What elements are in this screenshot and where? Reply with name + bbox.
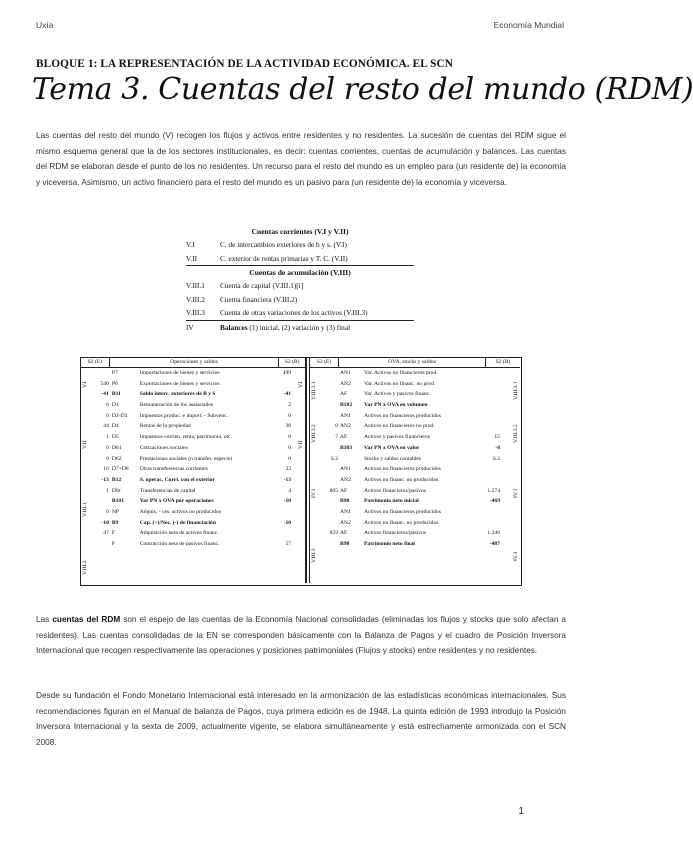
table-row (81, 432, 305, 443)
table-row (310, 443, 520, 454)
code-cell: AN2 (340, 476, 351, 483)
value-right: 499 (282, 370, 292, 376)
table-row (81, 379, 305, 390)
table-row (310, 368, 520, 379)
value-right (482, 475, 500, 486)
col-s2e: S2 (E) (310, 358, 339, 367)
value-left (324, 475, 338, 486)
value-right: 0 (288, 444, 292, 451)
operation-cell: Importaciones de bienes y servicios (139, 370, 220, 376)
operation-cell: Var PN x OVA en valor (364, 444, 420, 451)
section-label-right: V.I (298, 381, 304, 389)
table-row (81, 411, 305, 422)
value-left: 6 (106, 402, 109, 409)
value-right (482, 400, 500, 411)
value-right: 2 (288, 402, 292, 409)
value-left (324, 379, 338, 390)
section-cell (500, 454, 516, 465)
page-title: Tema 3. Cuentas del resto del mundo (RDM) (32, 72, 693, 107)
operation-cell: Var. Activos no financ. no prod. (364, 380, 436, 387)
code-cell: B101 (111, 498, 124, 505)
summary-code: V.III.3 (186, 308, 205, 317)
summary-label: Balances (220, 322, 248, 332)
value-right (482, 368, 500, 379)
table-row (310, 486, 520, 497)
operations-body (81, 368, 305, 550)
code-cell: D61 (111, 444, 122, 451)
value-left (324, 368, 338, 379)
code-cell: D1 (111, 402, 119, 409)
fmi-paragraph: Desde su fundación el Fondo Monetario Internacional está interesado en la armonización de las estadísticas económicas internacionales. Sus recomendaciones figuran en el Manual de balanza de Pagos, cuya primera edición es de 1948. La quinta edición de 1993 introdujo la Posición Inversora Internacional y la sexta de 2009, actualmente vigente, se elabora simultáneamente y está estrechamente armonizada con el SCN 2008. (36, 691, 566, 747)
section-label: V.II (82, 440, 88, 449)
operation-cell: Activos no financieros producidos (364, 466, 441, 473)
col-s2r: S2 (R) (284, 359, 300, 365)
code-cell: B90 (340, 541, 350, 547)
operation-cell: Stocks y saldos contables (364, 455, 422, 462)
value-right: S.2 (492, 455, 500, 462)
operation-cell: Activos no financ. no producidos (364, 519, 439, 526)
value-right (279, 379, 291, 390)
value-left: -13 (101, 476, 109, 483)
section-cell (310, 454, 324, 465)
value-left (324, 507, 338, 518)
rdm-paragraph-post: son el espejo de las cuentas de la Economía Nacional consolidadas (eliminadas los flujos y stocks que solo afectan a residentes). Las cuentas consolidadas de la EN se corresponden básicamente con la Balanza de Pagos y el cuadro de Posición Inversora Internacional que recogen respectivamente las operaciones y posiciones patrimoniales (Flujos y stocks) entre residentes y no residentes. (36, 615, 566, 656)
value-left (95, 368, 110, 379)
value-right (482, 518, 500, 529)
operation-cell: S. operac. Corri. con el exterior (139, 476, 215, 483)
value-right: -487 (489, 541, 500, 547)
code-cell: P6 (111, 380, 118, 387)
table-row (81, 507, 305, 518)
table-row (310, 528, 520, 539)
rdm-accounts-table (80, 357, 522, 586)
value-left: 44 (103, 423, 109, 430)
summary-text: C. exterior de rentas primarias y T. C. (V.II) (220, 253, 348, 263)
code-cell: F (111, 541, 115, 547)
value-left: 0 (335, 423, 338, 430)
code-cell: D62 (111, 455, 122, 462)
section-cell (81, 539, 95, 550)
table-header (81, 358, 305, 368)
section-label-right: V.III.3.1 (513, 381, 519, 401)
value-right (482, 507, 500, 518)
rdm-paragraph-bold: cuentas del RDM (52, 615, 121, 624)
value-left (95, 496, 110, 507)
section-label: V.III.3.1 (311, 381, 317, 401)
operation-cell: Var. Activos no financieros prod. (364, 370, 438, 376)
table-row (310, 454, 520, 465)
ova-body (310, 368, 520, 550)
value-left (324, 496, 338, 507)
code-cell: B90 (340, 498, 350, 505)
summary-heading-current: Cuentas corrientes (V.I y V.II) (251, 227, 349, 236)
operation-cell: Rentas de la propiedad (139, 423, 191, 430)
code-cell: NP (111, 508, 120, 515)
value-left: 1 (106, 487, 109, 494)
operation-cell: Var PN x OVA por operaciones (139, 498, 214, 505)
value-right: 4 (288, 487, 292, 494)
table-row (81, 464, 305, 475)
value-right: -8 (495, 444, 500, 451)
value-left: 1 (106, 434, 109, 441)
section-cell (291, 528, 305, 539)
table-row (81, 443, 305, 454)
table-row (81, 475, 305, 486)
code-cell: B102 (340, 402, 353, 409)
page-number: 1 (518, 806, 524, 817)
code-cell: AN2 (340, 519, 351, 526)
value-right: -469 (489, 498, 500, 505)
section-label-right: V.II (298, 440, 304, 449)
code-cell: AF (340, 434, 348, 441)
value-right: 0 (288, 412, 292, 419)
summary-code: V.III.2 (186, 294, 205, 304)
value-right: -10 (283, 519, 292, 526)
table-row (310, 539, 520, 550)
table-row (81, 486, 305, 497)
col-ova: OVA, stocks y saldos (339, 358, 486, 367)
summary-text: (1) inicial, (2) variación y (3) final (249, 322, 351, 332)
value-left (324, 389, 338, 400)
operation-cell: Contracción neta de pasivos financ. (139, 541, 220, 547)
table-header (310, 358, 520, 368)
section-label-right: V.III.3.2 (513, 424, 519, 444)
value-left: 47 (103, 530, 109, 537)
table-row (81, 496, 305, 507)
code-cell: AN1 (340, 412, 351, 419)
summary-text: C. de intercambios exteriores de b y s. (V.I) (220, 240, 347, 249)
table-row (310, 421, 520, 432)
operation-cell: Adquis. - ces. activos no producidos (139, 508, 222, 515)
code-cell: D7+D8 (111, 466, 129, 473)
code-cell: AN1 (340, 370, 351, 376)
summary-row (186, 293, 414, 307)
value-right: 0 (288, 434, 292, 441)
value-right: -41 (283, 391, 292, 398)
summary-code: IV (186, 322, 194, 332)
value-left: 805 (329, 487, 338, 494)
accounts-summary (186, 225, 414, 334)
col-operations: Operaciones y saldos (110, 358, 279, 367)
code-cell: AF (340, 530, 348, 537)
value-left (324, 464, 338, 475)
table-row (81, 368, 305, 379)
value-right: -13 (283, 476, 292, 483)
operation-cell: Activos no financieros producidos (364, 508, 441, 515)
operation-cell: Activos no financieros producidos (364, 412, 441, 419)
code-cell: AN2 (340, 423, 351, 430)
code-cell: D9r (111, 487, 121, 494)
summary-text: Cuenta de capital (V.III.1)[i] (220, 281, 304, 290)
table-row (310, 496, 520, 507)
operation-cell: Activos financieros/pasivos (364, 530, 426, 537)
header-subject: Economía Mundial (493, 20, 564, 30)
value-left: 0 (106, 508, 109, 515)
code-cell: P7 (111, 370, 118, 376)
code-cell: B12 (111, 476, 122, 483)
value-right (279, 528, 291, 539)
value-right: 15 (494, 434, 500, 441)
value-right (482, 379, 500, 390)
value-left: 7 (335, 434, 338, 441)
summary-text: Cuenta financiera (V.III.2) (220, 294, 298, 304)
summary-heading-accumulation: Cuentas de acumulación (V.III) (186, 265, 414, 279)
section-label: V.III.3.2 (311, 424, 317, 444)
value-right (482, 389, 500, 400)
code-cell: AF (340, 487, 348, 494)
section-label-right: IV.1 (513, 488, 519, 498)
summary-row (186, 279, 414, 293)
value-right (279, 507, 291, 518)
value-left (324, 518, 338, 529)
value-left: 0 (106, 444, 109, 451)
operation-cell: Activos y pasivos financieros (364, 434, 431, 441)
operation-cell: Exportaciones de bienes y servicios (139, 380, 220, 387)
code-cell: D4 (111, 423, 119, 430)
summary-code: V.II (186, 253, 198, 263)
summary-row (186, 306, 414, 320)
rdm-paragraph (36, 612, 566, 659)
operation-cell: Transferencias de capital (139, 487, 196, 494)
operation-cell: Otras transferencias corrientes (139, 466, 208, 473)
section-label: V.III.3 (311, 548, 317, 564)
block-title: BLOQUE 1: LA REPRESENTACIÓN DE LA ACTIVIDAD ECONÓMICA. EL SCN (36, 58, 454, 70)
col-s2r: S2 (R) (495, 359, 511, 365)
operation-cell: Patrimonio neto inicial (364, 498, 419, 505)
operation-cell: Activos financieros/pasivos (364, 487, 426, 494)
operations-table (81, 358, 307, 583)
table-row (310, 400, 520, 411)
operation-cell: Var PN x OVA en volumen (364, 402, 428, 409)
value-left: 540 (100, 380, 109, 387)
section-label: V.III.2 (82, 560, 88, 576)
table-row (310, 475, 520, 486)
code-cell: B11 (111, 391, 121, 398)
code-cell: AN2 (340, 380, 351, 387)
value-left (324, 539, 338, 550)
table-row (81, 518, 305, 529)
code-cell: B103 (340, 444, 353, 451)
value-right: 1.346 (487, 530, 500, 537)
operation-cell: Var. Activos y pasivos financ. (364, 391, 431, 398)
rdm-paragraph-pre: Las (36, 615, 53, 624)
value-left: 0 (106, 412, 109, 419)
value-right: 1.274 (487, 487, 500, 494)
value-right (482, 411, 500, 422)
operation-cell: Cap. (+)/Nec. (-) de financiación (139, 519, 216, 526)
table-row (310, 464, 520, 475)
section-label: V.I (82, 381, 88, 389)
section-cell (291, 496, 305, 507)
table-row (310, 379, 520, 390)
code-cell: AN1 (340, 508, 351, 515)
value-right (482, 464, 500, 475)
summary-code: V.III.1 (186, 281, 205, 290)
value-left: S.2 (330, 455, 338, 462)
value-left: 16 (103, 466, 109, 473)
section-cell (291, 518, 305, 529)
intro-paragraph: Las cuentas del resto del mundo (V) recogen los flujos y activos entre residentes y no residentes. La sucesión de cuentas del RDM sigue el mismo esquema general que la de los sectores institucionales, es decir: cuentas corrientes, cuentas de acumulación y balances. Las cuentas del RDM se elaboran desde el punto de los no residentes. Un recurso para el resto del mundo es un empleo para (un residente de) la economía y viceversa. Asimismo, un activo financiero para el resto del mundo es un pasivo para (un residente de) la economía y viceversa. (36, 131, 566, 187)
section-cell (291, 539, 305, 550)
section-cell (291, 507, 305, 518)
value-right (482, 421, 500, 432)
operation-cell: Impuestos corrien. renta, patrimonio, etc. (139, 434, 233, 441)
operation-cell: Prestaciones sociales (n transfer. especie) (139, 455, 233, 462)
table-row (81, 454, 305, 465)
operation-cell: Remuneración de los asalariados (139, 402, 214, 409)
section-label: V.III.1 (82, 502, 88, 518)
code-cell: AN1 (340, 466, 351, 473)
operation-cell: Activos no financieros no prod. (364, 423, 435, 430)
table-row (81, 400, 305, 411)
section-label: IV.1 (311, 488, 317, 498)
value-right: 57 (285, 541, 292, 547)
value-left (324, 400, 338, 411)
operation-cell: Adquisición neta de activos financ. (139, 530, 219, 537)
table-row (310, 389, 520, 400)
value-right: 0 (288, 455, 292, 462)
summary-row (186, 320, 414, 335)
table-row (81, 421, 305, 432)
summary-code: V.I (186, 240, 195, 249)
code-cell: F (111, 530, 115, 537)
code-cell: B9 (111, 519, 119, 526)
value-left: 859 (329, 530, 338, 537)
summary-text: Cuenta de otras variaciones de los activos (V.III.3) (220, 308, 368, 317)
value-left: 0 (106, 455, 109, 462)
code-cell (338, 454, 364, 465)
summary-row (186, 238, 414, 252)
summary-row (186, 252, 414, 266)
value-left (324, 443, 338, 454)
table-row (81, 539, 305, 550)
value-left (95, 539, 110, 550)
value-left: -41 (101, 391, 109, 398)
section-label-right: IV.3 (513, 551, 519, 561)
header-author: Uxía (36, 20, 54, 30)
table-row (310, 432, 520, 443)
table-row (310, 507, 520, 518)
table-row (81, 528, 305, 539)
table-row (81, 389, 305, 400)
operation-cell: Saldo interc. exteriores de B y S (139, 391, 216, 398)
value-right: 38 (285, 423, 292, 430)
value-left (324, 411, 338, 422)
code-cell: AF (340, 391, 348, 398)
operation-cell: Patrimonio neto final (364, 541, 415, 547)
table-row (310, 518, 520, 529)
value-right: -10 (283, 498, 292, 505)
operation-cell: Impuestos produc. e import. - Subvenc. (139, 412, 228, 419)
code-cell: D2-D3 (111, 412, 128, 419)
section-cell (291, 486, 305, 497)
col-s2e: S2 (E) (81, 358, 110, 367)
code-cell: D5 (111, 434, 119, 441)
value-right: 33 (285, 466, 292, 473)
operation-cell: Cotizaciones sociales (139, 444, 188, 451)
operation-cell: Activos no financ. no producidos (364, 476, 439, 483)
value-left: -10 (101, 519, 109, 526)
ova-table (309, 358, 520, 583)
table-row (310, 411, 520, 422)
